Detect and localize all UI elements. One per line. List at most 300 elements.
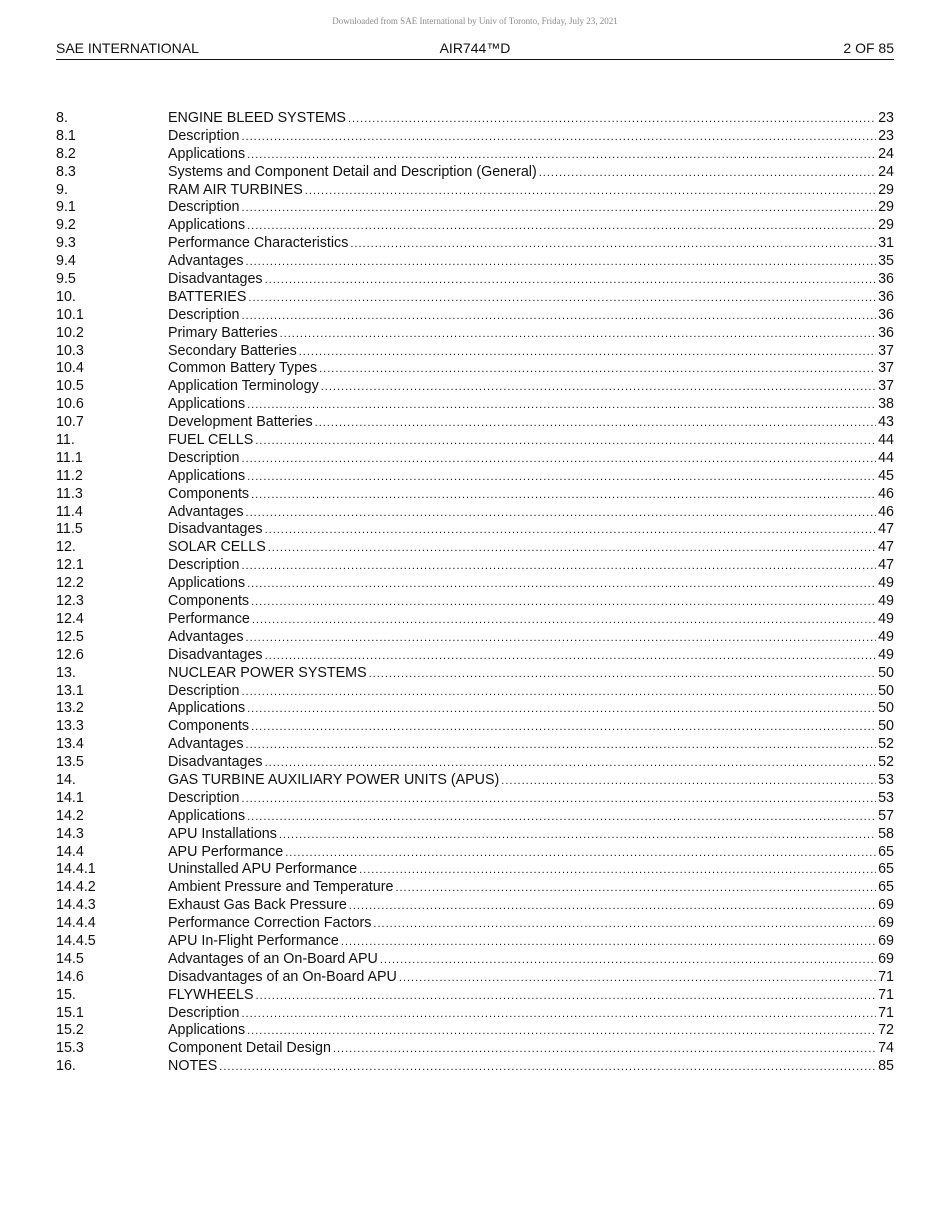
toc-dot-leader: [350, 236, 876, 254]
toc-dot-leader: [359, 862, 876, 880]
toc-title-line: [168, 629, 878, 648]
toc-page-number[interactable]: 35: [878, 253, 894, 270]
toc-page-number[interactable]: 85: [878, 1058, 894, 1075]
toc-title-line: [168, 665, 878, 684]
toc-title-line: [168, 486, 878, 505]
toc-title-line: [168, 146, 878, 165]
toc-page-number[interactable]: 36: [878, 288, 894, 305]
toc-dot-leader: [395, 880, 876, 898]
toc-title-line: [168, 897, 878, 916]
toc-entry[interactable]: [56, 1040, 894, 1058]
toc-section-title[interactable]: APU In-Flight Performance: [168, 932, 339, 949]
toc-title-line: [168, 575, 878, 594]
toc-entry[interactable]: [56, 611, 894, 629]
toc-page-number[interactable]: 50: [878, 718, 894, 735]
toc-entry[interactable]: [56, 414, 894, 432]
toc-entry[interactable]: [56, 289, 894, 307]
toc-entry[interactable]: [56, 951, 894, 969]
toc-section-number: 10.2: [56, 324, 84, 341]
toc-section-number: 15.2: [56, 1022, 84, 1039]
toc-page-number[interactable]: 52: [878, 754, 894, 771]
toc-title-line: [168, 182, 878, 201]
toc-dot-leader: [242, 791, 877, 809]
toc-section-number: 9.1: [56, 199, 76, 216]
toc-page-number[interactable]: 29: [878, 199, 894, 216]
toc-entry[interactable]: [56, 861, 894, 879]
toc-section-number: 9.2: [56, 217, 76, 234]
toc-section-number: 8.3: [56, 163, 76, 180]
toc-entry[interactable]: [56, 486, 894, 504]
toc-entry[interactable]: [56, 647, 894, 665]
toc-section-number: 13.1: [56, 682, 84, 699]
toc-section-number: 11.: [56, 432, 75, 449]
toc-section-title[interactable]: Advantages: [168, 503, 244, 520]
toc-section-title[interactable]: FUEL CELLS: [168, 432, 254, 449]
toc-dot-leader: [255, 433, 876, 451]
toc-entry[interactable]: [56, 253, 894, 271]
toc-entry[interactable]: [56, 343, 894, 361]
toc-section-title[interactable]: Components: [168, 593, 250, 610]
toc-title-line: [168, 879, 878, 898]
toc-title-line: [168, 378, 878, 397]
toc-dot-leader: [242, 129, 877, 147]
toc-section-number: 9.4: [56, 253, 76, 270]
toc-title-line: [168, 611, 878, 630]
toc-dot-leader: [280, 326, 876, 344]
toc-section-number: 13.3: [56, 718, 84, 735]
toc-title-line: [168, 343, 878, 362]
document-id: AIR744™D: [439, 40, 511, 56]
toc-section-title[interactable]: NOTES: [168, 1058, 218, 1075]
toc-dot-leader: [242, 684, 877, 702]
toc-page-number[interactable]: 57: [878, 807, 894, 824]
toc-entry[interactable]: [56, 826, 894, 844]
toc-entry[interactable]: [56, 1005, 894, 1023]
toc-page-number[interactable]: 24: [878, 145, 894, 162]
toc-section-title[interactable]: Uninstalled APU Performance: [168, 861, 358, 878]
toc-entry[interactable]: [56, 683, 894, 701]
toc-page-number[interactable]: 47: [878, 557, 894, 574]
toc-section-title[interactable]: Components: [168, 718, 250, 735]
toc-title-line: [168, 110, 878, 129]
toc-section-number: 10.5: [56, 378, 84, 395]
toc-page-number[interactable]: 69: [878, 897, 894, 914]
toc-section-title[interactable]: Disadvantages: [168, 754, 263, 771]
toc-page-number[interactable]: 31: [878, 235, 894, 252]
toc-page-number[interactable]: 71: [878, 968, 894, 985]
toc-dot-leader: [265, 755, 877, 773]
toc-page-number[interactable]: 69: [878, 932, 894, 949]
toc-section-title[interactable]: Disadvantages: [168, 271, 263, 288]
toc-section-number: 12.4: [56, 610, 84, 627]
toc-page-number[interactable]: 74: [878, 1040, 894, 1057]
toc-section-title[interactable]: Application Terminology: [168, 378, 319, 395]
page-number: 2 OF 85: [843, 40, 894, 56]
toc-entry[interactable]: [56, 700, 894, 718]
toc-page-number[interactable]: 71: [878, 1004, 894, 1021]
toc-section-title[interactable]: Ambient Pressure and Temperature: [168, 879, 394, 896]
toc-entry[interactable]: [56, 736, 894, 754]
toc-entry[interactable]: [56, 844, 894, 862]
toc-section-title[interactable]: Primary Batteries: [168, 324, 278, 341]
toc-title-line: [168, 647, 878, 666]
toc-page-number[interactable]: 65: [878, 861, 894, 878]
toc-dot-leader: [242, 200, 877, 218]
toc-page-number[interactable]: 71: [878, 986, 894, 1003]
toc-section-number: 13.4: [56, 736, 84, 753]
toc-section-title[interactable]: Applications: [168, 217, 246, 234]
toc-page-number[interactable]: 69: [878, 915, 894, 932]
toc-section-number: 14.4.3: [56, 897, 96, 914]
toc-page-number[interactable]: 49: [878, 610, 894, 627]
toc-title-line: [168, 521, 878, 540]
toc-entry[interactable]: [56, 396, 894, 414]
toc-entry[interactable]: [56, 772, 894, 790]
toc-dot-leader: [380, 952, 876, 970]
toc-dot-leader: [349, 898, 876, 916]
toc-dot-leader: [333, 1041, 876, 1059]
toc-section-number: 11.2: [56, 467, 83, 484]
toc-dot-leader: [341, 934, 876, 952]
toc-page-number[interactable]: 49: [878, 646, 894, 663]
download-watermark: Downloaded from SAE International by Univ of Toronto, Friday, July 23, 2021: [332, 16, 618, 26]
toc-dot-leader: [247, 397, 876, 415]
toc-dot-leader: [247, 147, 876, 165]
toc-section-title[interactable]: Advantages: [168, 628, 244, 645]
toc-dot-leader: [321, 379, 876, 397]
toc-page-number[interactable]: 52: [878, 736, 894, 753]
toc-title-line: [168, 235, 878, 254]
toc-section-number: 8.2: [56, 145, 76, 162]
toc-dot-leader: [265, 272, 877, 290]
toc-page-number[interactable]: 23: [878, 127, 894, 144]
toc-title-line: [168, 396, 878, 415]
toc-dot-leader: [268, 540, 876, 558]
toc-page-number[interactable]: 37: [878, 342, 894, 359]
toc-entry[interactable]: [56, 110, 894, 128]
toc-page-number[interactable]: 36: [878, 271, 894, 288]
toc-section-title[interactable]: Applications: [168, 807, 246, 824]
toc-section-title[interactable]: Description: [168, 199, 240, 216]
toc-page-number[interactable]: 49: [878, 628, 894, 645]
toc-title-line: [168, 736, 878, 755]
toc-page-number[interactable]: 43: [878, 414, 894, 431]
toc-section-title[interactable]: SOLAR CELLS: [168, 539, 266, 556]
toc-section-title[interactable]: Applications: [168, 575, 246, 592]
toc-section-number: 14.4.1: [56, 861, 96, 878]
toc-dot-leader: [247, 576, 876, 594]
toc-section-title[interactable]: Exhaust Gas Back Pressure: [168, 897, 347, 914]
toc-entry[interactable]: [56, 790, 894, 808]
toc-section-title[interactable]: Description: [168, 127, 240, 144]
toc-entry[interactable]: [56, 235, 894, 253]
toc-dot-leader: [251, 594, 876, 612]
toc-section-title[interactable]: Description: [168, 682, 240, 699]
toc-page-number[interactable]: 50: [878, 682, 894, 699]
toc-entry[interactable]: [56, 271, 894, 289]
toc-title-line: [168, 414, 878, 433]
toc-entry[interactable]: [56, 915, 894, 933]
toc-entry[interactable]: [56, 969, 894, 987]
toc-dot-leader: [319, 361, 876, 379]
toc-page-number[interactable]: 36: [878, 306, 894, 323]
toc-dot-leader: [242, 558, 877, 576]
toc-section-title[interactable]: GAS TURBINE AUXILIARY POWER UNITS (APUS): [168, 771, 500, 788]
toc-dot-leader: [279, 827, 876, 845]
toc-entry[interactable]: [56, 199, 894, 217]
toc-title-line: [168, 593, 878, 612]
toc-dot-leader: [373, 916, 876, 934]
toc-page-number[interactable]: 49: [878, 575, 894, 592]
toc-dot-leader: [246, 254, 877, 272]
toc-dot-leader: [247, 469, 876, 487]
toc-entry[interactable]: [56, 450, 894, 468]
toc-section-number: 14.3: [56, 825, 84, 842]
toc-title-line: [168, 1022, 878, 1041]
toc-page-number[interactable]: 23: [878, 110, 894, 126]
toc-section-title[interactable]: BATTERIES: [168, 288, 247, 305]
toc-dot-leader: [251, 719, 876, 737]
toc-dot-leader: [248, 290, 876, 308]
toc-entry[interactable]: [56, 378, 894, 396]
toc-entry[interactable]: [56, 987, 894, 1005]
toc-section-number: 9.3: [56, 235, 76, 252]
toc-dot-leader: [247, 1023, 876, 1041]
toc-entry[interactable]: [56, 575, 894, 593]
toc-section-number: 14.4.4: [56, 915, 96, 932]
toc-title-line: [168, 307, 878, 326]
toc-section-title[interactable]: Disadvantages of an On-Board APU: [168, 968, 397, 985]
toc-page-number[interactable]: 58: [878, 825, 894, 842]
toc-entry[interactable]: [56, 718, 894, 736]
toc-entry[interactable]: [56, 557, 894, 575]
toc-section-number: 9.5: [56, 271, 76, 288]
toc-section-number: 14.2: [56, 807, 84, 824]
toc-title-line: [168, 772, 878, 791]
toc-entry[interactable]: [56, 128, 894, 146]
toc-dot-leader: [369, 666, 876, 684]
toc-dot-leader: [247, 809, 876, 827]
toc-title-line: [168, 987, 878, 1006]
page-header: [56, 39, 894, 60]
toc-section-title[interactable]: Systems and Component Detail and Description (General): [168, 163, 537, 180]
toc-entry[interactable]: [56, 1058, 894, 1076]
toc-section-number: 12.2: [56, 575, 84, 592]
toc-section-number: 14.4: [56, 843, 84, 860]
toc-entry[interactable]: [56, 432, 894, 450]
toc-title-line: [168, 360, 878, 379]
toc-entry[interactable]: [56, 182, 894, 200]
toc-entry[interactable]: [56, 629, 894, 647]
toc-dot-leader: [247, 218, 876, 236]
toc-section-title[interactable]: APU Installations: [168, 825, 277, 842]
toc-title-line: [168, 808, 878, 827]
toc-page-number[interactable]: 44: [878, 449, 894, 466]
toc-section-number: 8.1: [56, 127, 76, 144]
toc-section-title[interactable]: Advantages of an On-Board APU: [168, 950, 378, 967]
toc-entry[interactable]: [56, 593, 894, 611]
toc-page-number[interactable]: 65: [878, 843, 894, 860]
toc-page-number[interactable]: 50: [878, 700, 894, 717]
toc-section-number: 9.: [56, 181, 68, 198]
toc-page-number[interactable]: 53: [878, 789, 894, 806]
toc-page-number[interactable]: 47: [878, 539, 894, 556]
toc-section-title[interactable]: Applications: [168, 700, 246, 717]
toc-section-number: 16.: [56, 1058, 76, 1075]
toc-section-title[interactable]: Development Batteries: [168, 414, 313, 431]
toc-section-number: 12.5: [56, 628, 84, 645]
toc-section-title[interactable]: Advantages: [168, 253, 244, 270]
toc-entry[interactable]: [56, 665, 894, 683]
toc-page-number[interactable]: 38: [878, 396, 894, 413]
toc-page-number[interactable]: 46: [878, 503, 894, 520]
toc-section-title[interactable]: Disadvantages: [168, 646, 263, 663]
toc-title-line: [168, 754, 878, 773]
toc-entry[interactable]: [56, 879, 894, 897]
toc-entry[interactable]: [56, 146, 894, 164]
toc-section-title[interactable]: Applications: [168, 467, 246, 484]
toc-section-title[interactable]: ENGINE BLEED SYSTEMS: [168, 110, 346, 126]
toc-section-number: 13.: [56, 664, 76, 681]
toc-page-number[interactable]: 44: [878, 432, 894, 449]
toc-page-number[interactable]: 72: [878, 1022, 894, 1039]
toc-entry[interactable]: [56, 521, 894, 539]
toc-title-line: [168, 790, 878, 809]
toc-page-number[interactable]: 37: [878, 378, 894, 395]
toc-section-title[interactable]: Performance Characteristics: [168, 235, 349, 252]
toc-section-title[interactable]: APU Performance: [168, 843, 284, 860]
toc-entry[interactable]: [56, 325, 894, 343]
toc-dot-leader: [539, 165, 876, 183]
toc-section-title[interactable]: Description: [168, 1004, 240, 1021]
toc-title-line: [168, 933, 878, 952]
toc-title-line: [168, 557, 878, 576]
toc-title-line: [168, 432, 878, 451]
toc-section-title[interactable]: Applications: [168, 396, 246, 413]
toc-section-title[interactable]: Applications: [168, 1022, 246, 1039]
toc-entry[interactable]: [56, 1022, 894, 1040]
toc-section-number: 12.3: [56, 593, 84, 610]
toc-title-line: [168, 504, 878, 523]
toc-section-number: 14.4.2: [56, 879, 96, 896]
toc-section-title[interactable]: Secondary Batteries: [168, 342, 297, 359]
toc-entry[interactable]: [56, 897, 894, 915]
toc-section-title[interactable]: Description: [168, 557, 240, 574]
toc-section-title[interactable]: Disadvantages: [168, 521, 263, 538]
toc-title-line: [168, 718, 878, 737]
toc-section-title[interactable]: Components: [168, 485, 250, 502]
toc-section-number: 14.6: [56, 968, 84, 985]
toc-section-number: 15.3: [56, 1040, 84, 1057]
toc-page-number[interactable]: 47: [878, 521, 894, 538]
toc-dot-leader: [305, 183, 876, 201]
toc-entry[interactable]: [56, 539, 894, 557]
toc-section-number: 10.7: [56, 414, 84, 431]
toc-entry[interactable]: [56, 808, 894, 826]
toc-title-line: [168, 1040, 878, 1059]
toc-section-title[interactable]: Applications: [168, 145, 246, 162]
toc-entry[interactable]: [56, 360, 894, 378]
toc-page-number[interactable]: 69: [878, 950, 894, 967]
toc-dot-leader: [251, 487, 876, 505]
toc-section-title[interactable]: FLYWHEELS: [168, 986, 254, 1003]
toc-page-number[interactable]: 46: [878, 485, 894, 502]
toc-page-number[interactable]: 29: [878, 181, 894, 198]
toc-dot-leader: [256, 988, 877, 1006]
toc-dot-leader: [265, 522, 877, 540]
toc-page-number[interactable]: 37: [878, 360, 894, 377]
toc-dot-leader: [242, 1006, 877, 1024]
toc-section-title[interactable]: Advantages: [168, 736, 244, 753]
toc-page-number[interactable]: 65: [878, 879, 894, 896]
toc-title-line: [168, 468, 878, 487]
toc-title-line: [168, 861, 878, 880]
toc-dot-leader: [242, 308, 877, 326]
toc-dot-leader: [315, 415, 876, 433]
toc-title-line: [168, 450, 878, 469]
toc-dot-leader: [247, 701, 876, 719]
toc-dot-leader: [246, 505, 877, 523]
toc-entry[interactable]: [56, 933, 894, 951]
toc-page-number[interactable]: 49: [878, 593, 894, 610]
toc-section-title[interactable]: Description: [168, 306, 240, 323]
toc-section-title[interactable]: Performance Correction Factors: [168, 915, 372, 932]
toc-page-number[interactable]: 29: [878, 217, 894, 234]
toc-page-number[interactable]: 45: [878, 467, 894, 484]
toc-section-number: 12.1: [56, 557, 84, 574]
toc-page-number[interactable]: 50: [878, 664, 894, 681]
toc-section-title[interactable]: Common Battery Types: [168, 360, 318, 377]
toc-dot-leader: [299, 344, 876, 362]
toc-section-number: 11.1: [56, 449, 83, 466]
toc-dot-leader: [348, 111, 876, 129]
toc-entry[interactable]: [56, 504, 894, 522]
toc-entry[interactable]: [56, 307, 894, 325]
toc-entry[interactable]: [56, 754, 894, 772]
toc-section-number: 13.5: [56, 754, 84, 771]
toc-title-line: [168, 217, 878, 236]
toc-title-line: [168, 683, 878, 702]
toc-dot-leader: [265, 648, 877, 666]
toc-title-line: [168, 1005, 878, 1024]
toc-title-line: [168, 951, 878, 970]
toc-title-line: [168, 253, 878, 272]
toc-title-line: [168, 844, 878, 863]
toc-title-line: [168, 289, 878, 308]
toc-entry[interactable]: [56, 468, 894, 486]
toc-dot-leader: [219, 1059, 876, 1077]
toc-page-number[interactable]: 24: [878, 163, 894, 180]
toc-section-number: 11.4: [56, 503, 83, 520]
toc-dot-leader: [399, 970, 876, 988]
publisher-name: SAE INTERNATIONAL: [56, 40, 199, 56]
toc-section-number: 10.3: [56, 342, 84, 359]
toc-section-title[interactable]: RAM AIR TURBINES: [168, 181, 303, 198]
toc-section-title[interactable]: Performance: [168, 610, 250, 627]
toc-page-number[interactable]: 36: [878, 324, 894, 341]
toc-section-title[interactable]: Description: [168, 789, 240, 806]
toc-section-number: 8.: [56, 110, 68, 126]
toc-section-number: 12.6: [56, 646, 84, 663]
toc-section-title[interactable]: Component Detail Design: [168, 1040, 331, 1057]
toc-entry[interactable]: [56, 217, 894, 235]
toc-page-number[interactable]: 53: [878, 771, 894, 788]
toc-section-title[interactable]: Description: [168, 449, 240, 466]
toc-entry[interactable]: [56, 164, 894, 182]
toc-title-line: [168, 325, 878, 344]
toc-section-number: 10.6: [56, 396, 84, 413]
toc-section-title[interactable]: NUCLEAR POWER SYSTEMS: [168, 664, 367, 681]
